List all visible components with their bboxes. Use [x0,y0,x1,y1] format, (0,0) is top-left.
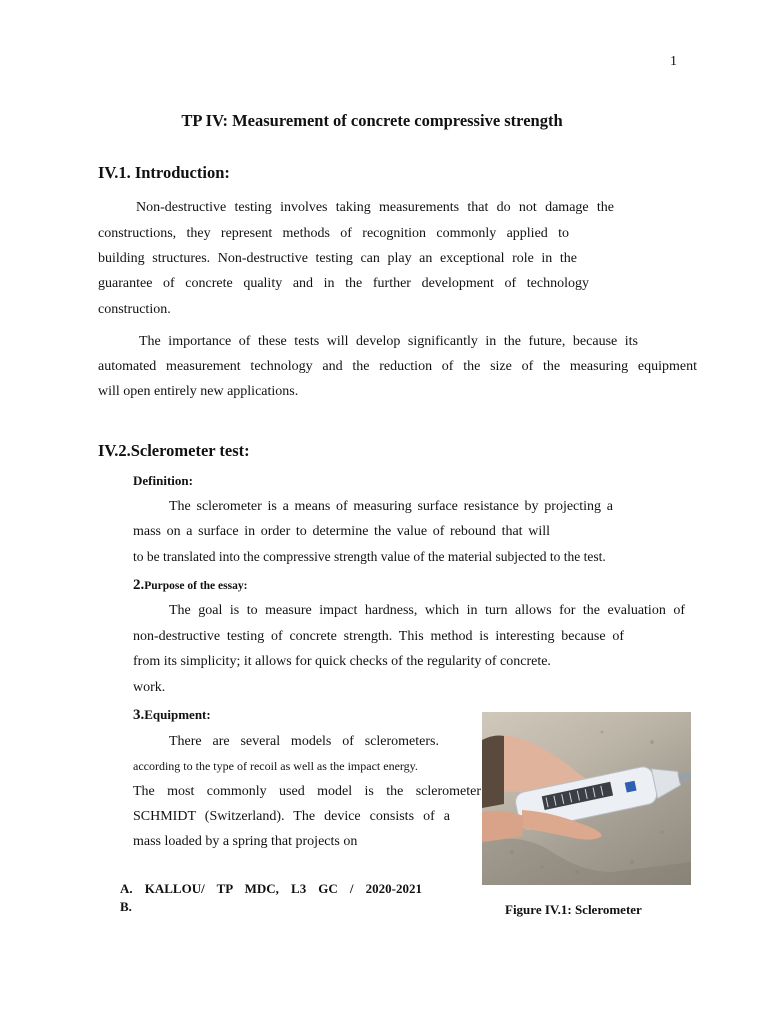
intro-line-2: constructions, they represent methods of recognition commonly applied to [98,226,569,241]
definition-line-1: The sclerometer is a means of measuring surface resistance by projecting a [169,499,613,514]
sclerometer-illustration [482,712,691,885]
intro2-line-2: automated measurement technology and the reduction of the size of the measuring equipment [98,359,697,374]
page-number: 1 [670,54,677,69]
footer-author [120,880,422,916]
equipment-line-2: according to the type of recoil as well as the impact energy. [133,759,418,773]
page-title: TP IV: Measurement of concrete compressive strength [181,111,563,130]
purpose-line-4: work. [133,680,166,695]
definition-line-2: mass on a surface in order to determine the value of rebound that will [133,524,550,539]
intro-line-4: guarantee of concrete quality and in the further development of technology [98,276,589,291]
equipment-label: Equipment: [144,707,211,722]
equipment-line-4: SCHMIDT (Switzerland). The device consists of a [133,809,450,824]
sclerometer-photo [482,712,691,885]
purpose-label: Purpose of the essay: [144,580,248,592]
equipment-line-3: The most commonly used model is the sclerometer [133,784,481,799]
footer-line-1: A. KALLOU/ TP MDC, L3 GC / 2020-2021 [120,881,422,896]
purpose-line-3: from its simplicity; it allows for quick checks of the regularity of concrete. [133,654,551,669]
equipment-line-5: mass loaded by a spring that projects on [133,834,358,849]
intro2-line-1: The importance of these tests will develop significantly in the future, because its [139,334,638,349]
intro2-line-3: will open entirely new applications. [98,384,299,399]
purpose-heading [133,576,247,594]
purpose-number: 2. [133,577,145,593]
purpose-line-1: The goal is to measure impact hardness, which in turn allows for the evaluation of [169,603,685,618]
intro-line-5: construction. [98,302,171,317]
purpose-line-2: non-destructive testing of concrete strength. This method is interesting because of [133,629,624,644]
definition-label: Definition: [133,473,193,488]
section-heading-sclerometer: IV.2.Sclerometer test: [98,441,250,460]
intro-line-1: Non-destructive testing involves taking measurements that do not damage the [136,200,614,215]
footer-line-2: B. [120,899,132,914]
equipment-number: 3. [133,707,145,723]
equipment-line-1: There are several models of sclerometers. [169,734,439,749]
figure-caption: Figure IV.1: Sclerometer [505,902,642,917]
intro-line-3: building structures. Non-destructive testing can play an exceptional role in the [98,251,577,266]
section-heading-introduction: IV.1. Introduction: [98,163,230,182]
definition-line-3: to be translated into the compressive strength value of the material subjected to the test. [133,549,606,564]
equipment-heading [133,706,211,724]
